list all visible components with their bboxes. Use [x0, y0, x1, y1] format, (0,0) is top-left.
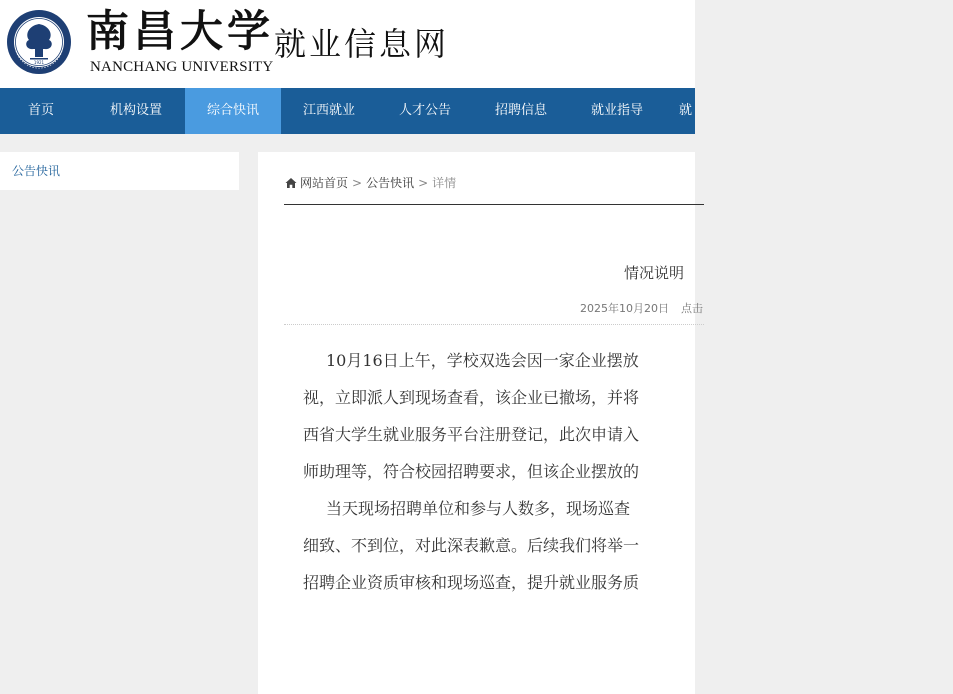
university-name-en: NANCHANG UNIVERSITY: [90, 59, 274, 75]
article-panel: [258, 152, 703, 694]
breadcrumb-separator: >: [418, 175, 429, 190]
article-title: 情况说明: [624, 264, 685, 282]
svg-text:1921: 1921: [33, 60, 45, 65]
breadcrumb-home-link[interactable]: 网站首页: [300, 176, 349, 190]
nav-item-news[interactable]: 综合快讯: [185, 88, 281, 134]
site-header: [0, 0, 695, 88]
article-line: 招聘企业资质审核和现场巡查，提升就业服务质: [303, 573, 640, 592]
site-name: 就业信息网: [274, 25, 450, 63]
breadcrumb-section-link[interactable]: 公告快讯: [366, 176, 415, 190]
article-date: 2025年10月20日: [580, 302, 669, 315]
article-line: 细致、不到位，对此深表歉意。后续我们将举一: [303, 536, 640, 555]
nav-item-recruitment[interactable]: 招聘信息: [494, 103, 547, 118]
article-clicks-label: 点击: [681, 302, 703, 315]
nav-item-talent-notice[interactable]: 人才公告: [398, 103, 451, 118]
article-line: 10月16日上午，学校双选会因一家企业摆放: [326, 351, 639, 370]
article-line: 当天现场招聘单位和参与人数多，现场巡查: [326, 499, 631, 518]
meta-divider: [284, 324, 704, 325]
article-body: [303, 342, 953, 601]
breadcrumb-separator: >: [352, 175, 363, 190]
nav-item-organization[interactable]: 机构设置: [109, 103, 162, 118]
home-icon: [285, 177, 297, 189]
article-line: 师助理等，符合校园招聘要求，但该企业摆放的: [303, 462, 640, 481]
main-nav: [0, 88, 695, 134]
breadcrumb-divider: [284, 204, 704, 205]
nav-item-truncated[interactable]: 就: [679, 103, 693, 118]
article-line: 西省大学生就业服务平台注册登记，此次申请入: [303, 425, 640, 444]
nav-item-home[interactable]: 首页: [27, 103, 54, 118]
article-meta: [580, 300, 715, 316]
article-line: 视，立即派人到现场查看，该企业已撤场，并将: [303, 388, 640, 407]
nav-item-career-guidance[interactable]: 就业指导: [590, 103, 643, 118]
university-seal-logo: [6, 9, 72, 75]
sidebar-item-announcements[interactable]: 公告快讯: [12, 164, 61, 178]
nav-item-jiangxi-jobs[interactable]: 江西就业: [302, 103, 355, 118]
university-name-cn: 南昌大学: [86, 7, 274, 57]
breadcrumb: [285, 174, 456, 191]
sidebar: [0, 152, 239, 190]
breadcrumb-current: 详情: [432, 176, 457, 190]
